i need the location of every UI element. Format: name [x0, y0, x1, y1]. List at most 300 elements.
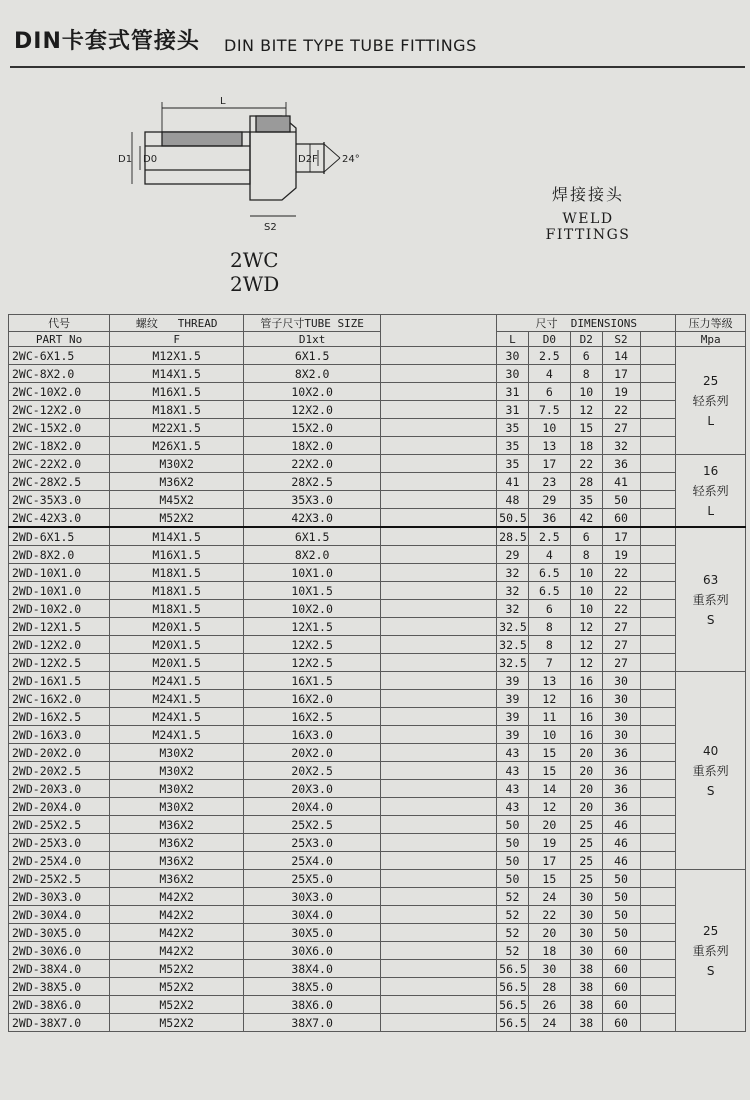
thread-size: M52X2 [110, 509, 244, 528]
dim-S2: 50 [602, 888, 640, 906]
empty-cell [381, 365, 497, 383]
part-number: 2WD-20X2.5 [9, 762, 110, 780]
dim-L: 32 [497, 600, 529, 618]
dim-D2: 30 [570, 942, 602, 960]
thread-size: M45X2 [110, 491, 244, 509]
dim-D2: 6 [570, 347, 602, 365]
empty-cell [381, 798, 497, 816]
dim-L: 52 [497, 924, 529, 942]
pressure-group [676, 527, 746, 672]
table-row [9, 564, 746, 582]
empty-cell [640, 672, 676, 690]
dim-L: 32 [497, 582, 529, 600]
dim-D2: 16 [570, 708, 602, 726]
pressure-series: 重系列 [692, 592, 729, 607]
empty-cell [381, 978, 497, 996]
dim-D0: 12 [528, 798, 570, 816]
empty-cell [640, 816, 676, 834]
weld-title-en: WELD FITTINGS [545, 211, 631, 243]
empty-cell [381, 383, 497, 401]
dim-S2: 27 [602, 419, 640, 437]
dim-D2: 10 [570, 383, 602, 401]
weld-title-cn: 焊接接头 [551, 185, 624, 204]
part-number: 2WD-12X2.0 [9, 636, 110, 654]
pressure-value: 25 [703, 373, 719, 388]
empty-cell [640, 762, 676, 780]
dim-S2: 30 [602, 672, 640, 690]
empty-cell [381, 401, 497, 419]
header-L: L [497, 332, 529, 347]
dim-D0: 12 [528, 690, 570, 708]
empty-cell [381, 473, 497, 491]
dim-S2: 32 [602, 437, 640, 455]
empty-cell [381, 852, 497, 870]
header-S2: S2 [602, 332, 640, 347]
dim-D0: 20 [528, 816, 570, 834]
table-row [9, 527, 746, 546]
dim-D2: 42 [570, 509, 602, 528]
dim-D2: 30 [570, 888, 602, 906]
part-number: 2WD-38X5.0 [9, 978, 110, 996]
table-row [9, 906, 746, 924]
thread-size: M16X1.5 [110, 383, 244, 401]
dim-S2: 17 [602, 365, 640, 383]
tube-size: 22X2.0 [244, 455, 381, 473]
table-row [9, 744, 746, 762]
dim-S2: 27 [602, 618, 640, 636]
empty-cell [381, 546, 497, 564]
header-D2: D2 [570, 332, 602, 347]
empty-cell [381, 419, 497, 437]
empty-cell [381, 924, 497, 942]
part-number: 2WD-30X4.0 [9, 906, 110, 924]
dim-L: 43 [497, 780, 529, 798]
part-number: 2WD-16X1.5 [9, 672, 110, 690]
dim-S2: 19 [602, 546, 640, 564]
empty-cell [381, 744, 497, 762]
label-F: F [312, 154, 318, 165]
table-row [9, 455, 746, 473]
dim-D0: 4 [528, 546, 570, 564]
dim-S2: 46 [602, 816, 640, 834]
empty-cell [640, 527, 676, 546]
empty-cell [640, 365, 676, 383]
dim-D0: 26 [528, 996, 570, 1014]
dim-L: 50 [497, 834, 529, 852]
empty-cell [381, 888, 497, 906]
dim-S2: 36 [602, 455, 640, 473]
dim-D0: 18 [528, 942, 570, 960]
tube-size: 30X3.0 [244, 888, 381, 906]
dim-D2: 16 [570, 726, 602, 744]
tube-size: 10X1.5 [244, 582, 381, 600]
dim-L: 56.5 [497, 978, 529, 996]
dim-L: 39 [497, 726, 529, 744]
table-row [9, 401, 746, 419]
table-row [9, 834, 746, 852]
pressure-series: 轻系列 [692, 483, 729, 498]
dim-D2: 8 [570, 365, 602, 383]
dim-D2: 12 [570, 618, 602, 636]
dim-D0: 23 [528, 473, 570, 491]
table-row [9, 383, 746, 401]
tube-size: 12X1.5 [244, 618, 381, 636]
tube-size: 16X2.0 [244, 690, 381, 708]
empty-cell [640, 401, 676, 419]
table-row [9, 960, 746, 978]
thread-size: M36X2 [110, 816, 244, 834]
empty-cell [381, 762, 497, 780]
empty-cell [640, 437, 676, 455]
header-pressure-unit: Mpa [676, 332, 746, 347]
dim-D0: 8 [528, 618, 570, 636]
table-row [9, 942, 746, 960]
empty-cell [640, 852, 676, 870]
thread-size: M24X1.5 [110, 708, 244, 726]
table-row [9, 491, 746, 509]
pressure-value: 63 [703, 572, 719, 587]
tube-size: 20X3.0 [244, 780, 381, 798]
header-D0: D0 [528, 332, 570, 347]
dim-D2: 25 [570, 870, 602, 888]
table-row [9, 437, 746, 455]
thread-size: M52X2 [110, 1014, 244, 1032]
part-number: 2WD-10X1.0 [9, 564, 110, 582]
thread-size: M52X2 [110, 978, 244, 996]
dim-D0: 13 [528, 672, 570, 690]
thread-size: M14X1.5 [110, 365, 244, 383]
tube-size: 18X2.0 [244, 437, 381, 455]
empty-cell [381, 672, 497, 690]
table-row [9, 978, 746, 996]
dim-L: 32.5 [497, 654, 529, 672]
dim-D0: 2.5 [528, 347, 570, 365]
thread-size: M24X1.5 [110, 672, 244, 690]
empty-cell [640, 942, 676, 960]
dim-D0: 10 [528, 419, 570, 437]
dim-D0: 17 [528, 852, 570, 870]
empty-cell [381, 960, 497, 978]
dim-D0: 15 [528, 744, 570, 762]
empty-cell [381, 708, 497, 726]
empty-cell [640, 618, 676, 636]
dim-L: 50 [497, 816, 529, 834]
thread-size: M12X1.5 [110, 347, 244, 365]
header-part-en: PART No [9, 332, 110, 347]
thread-size: M52X2 [110, 960, 244, 978]
empty-cell [640, 419, 676, 437]
table-row [9, 347, 746, 365]
part-number: 2WD-20X2.0 [9, 744, 110, 762]
dim-D2: 16 [570, 690, 602, 708]
table-row [9, 690, 746, 708]
empty-cell [381, 726, 497, 744]
thread-size: M18X1.5 [110, 401, 244, 419]
dim-L: 56.5 [497, 996, 529, 1014]
thread-size: M20X1.5 [110, 618, 244, 636]
dim-D2: 22 [570, 455, 602, 473]
dim-D0: 7 [528, 654, 570, 672]
table-row [9, 996, 746, 1014]
part-number: 2WD-16X2.5 [9, 708, 110, 726]
dim-L: 56.5 [497, 960, 529, 978]
pressure-series: 轻系列 [692, 393, 729, 408]
empty-cell [640, 600, 676, 618]
dim-D2: 12 [570, 401, 602, 419]
part-number: 2WD-38X4.0 [9, 960, 110, 978]
dim-D0: 24 [528, 1014, 570, 1032]
dim-D0: 29 [528, 491, 570, 509]
empty-cell [640, 906, 676, 924]
dim-D2: 35 [570, 491, 602, 509]
tube-size: 38X6.0 [244, 996, 381, 1014]
empty-cell [640, 491, 676, 509]
tube-size: 16X2.5 [244, 708, 381, 726]
table-row [9, 870, 746, 888]
tube-size: 25X4.0 [244, 852, 381, 870]
dim-D0: 20 [528, 924, 570, 942]
dim-S2: 60 [602, 509, 640, 528]
dim-S2: 60 [602, 942, 640, 960]
tube-size: 25X2.5 [244, 816, 381, 834]
part-number: 2WD-16X3.0 [9, 726, 110, 744]
tube-size: 38X5.0 [244, 978, 381, 996]
tube-size: 12X2.5 [244, 636, 381, 654]
empty-cell [381, 906, 497, 924]
tube-size: 12X2.0 [244, 401, 381, 419]
weld-title [518, 182, 658, 243]
thread-size: M20X1.5 [110, 636, 244, 654]
pressure-group [676, 672, 746, 870]
empty-cell [640, 708, 676, 726]
thread-size: M18X1.5 [110, 582, 244, 600]
empty-cell [381, 509, 497, 528]
part-number: 2WD-38X6.0 [9, 996, 110, 1014]
thread-size: M30X2 [110, 455, 244, 473]
pressure-code: L [707, 413, 715, 428]
part-number: 2WD-25X3.0 [9, 834, 110, 852]
tube-size: 16X3.0 [244, 726, 381, 744]
dim-D0: 17 [528, 455, 570, 473]
empty-cell [381, 455, 497, 473]
thread-size: M42X2 [110, 924, 244, 942]
pressure-group [676, 347, 746, 455]
table-row [9, 762, 746, 780]
thread-size: M26X1.5 [110, 437, 244, 455]
empty-cell [381, 347, 497, 365]
part-number: 2WC-42X3.0 [9, 509, 110, 528]
label-S2: S2 [264, 222, 277, 233]
table-row [9, 636, 746, 654]
pressure-code: L [707, 503, 715, 518]
dim-L: 32.5 [497, 636, 529, 654]
part-number: 2WD-20X4.0 [9, 798, 110, 816]
empty-cell [640, 870, 676, 888]
table-row [9, 618, 746, 636]
dim-L: 52 [497, 906, 529, 924]
table-row [9, 708, 746, 726]
dim-D0: 7.5 [528, 401, 570, 419]
thread-size: M18X1.5 [110, 564, 244, 582]
dim-L: 29 [497, 546, 529, 564]
dim-L: 50 [497, 870, 529, 888]
dim-L: 30 [497, 365, 529, 383]
tube-size: 20X4.0 [244, 798, 381, 816]
pressure-series: 重系列 [692, 943, 729, 958]
dim-L: 52 [497, 942, 529, 960]
thread-size: M36X2 [110, 834, 244, 852]
dim-L: 35 [497, 455, 529, 473]
dim-D2: 8 [570, 546, 602, 564]
part-number: 2WD-6X1.5 [9, 527, 110, 546]
thread-size: M30X2 [110, 762, 244, 780]
table-row [9, 365, 746, 383]
empty-cell [640, 690, 676, 708]
empty-cell [640, 960, 676, 978]
empty-cell [640, 582, 676, 600]
thread-size: M36X2 [110, 473, 244, 491]
header-thread-sub: F [110, 332, 244, 347]
dim-S2: 22 [602, 564, 640, 582]
dim-L: 32.5 [497, 618, 529, 636]
tube-size: 8X2.0 [244, 365, 381, 383]
pressure-value: 25 [703, 923, 719, 938]
dim-D2: 6 [570, 527, 602, 546]
dim-D0: 22 [528, 906, 570, 924]
tube-size: 16X1.5 [244, 672, 381, 690]
thread-size: M52X2 [110, 996, 244, 1014]
dim-S2: 60 [602, 996, 640, 1014]
table-row [9, 726, 746, 744]
part-number: 2WD-25X2.5 [9, 816, 110, 834]
pressure-code: S [706, 963, 715, 978]
label-L: L [220, 96, 226, 107]
tube-size: 20X2.0 [244, 744, 381, 762]
dim-D0: 2.5 [528, 527, 570, 546]
dim-S2: 50 [602, 870, 640, 888]
empty-cell [640, 636, 676, 654]
dim-D0: 6 [528, 383, 570, 401]
dim-D0: 10 [528, 726, 570, 744]
dim-L: 35 [497, 419, 529, 437]
dim-D2: 12 [570, 636, 602, 654]
part-number: 2WD-12X1.5 [9, 618, 110, 636]
dim-D2: 38 [570, 996, 602, 1014]
thread-size: M42X2 [110, 942, 244, 960]
part-number: 2WD-20X3.0 [9, 780, 110, 798]
dim-L: 48 [497, 491, 529, 509]
pressure-code: S [706, 612, 715, 627]
empty-cell [640, 726, 676, 744]
dim-L: 32 [497, 564, 529, 582]
empty-cell [381, 870, 497, 888]
table-row [9, 546, 746, 564]
dim-S2: 22 [602, 600, 640, 618]
thread-size: M30X2 [110, 798, 244, 816]
thread-size: M20X1.5 [110, 654, 244, 672]
empty-cell [381, 491, 497, 509]
dim-D0: 30 [528, 960, 570, 978]
dim-D2: 25 [570, 816, 602, 834]
empty-cell [640, 834, 676, 852]
empty-cell [381, 996, 497, 1014]
tube-size: 10X2.0 [244, 600, 381, 618]
dim-D0: 6 [528, 600, 570, 618]
spec-table-body [9, 347, 746, 1032]
dim-D2: 20 [570, 762, 602, 780]
dim-D2: 10 [570, 600, 602, 618]
model-names [230, 248, 279, 296]
thread-size: M24X1.5 [110, 690, 244, 708]
dim-D0: 36 [528, 509, 570, 528]
empty-cell [640, 347, 676, 365]
part-number: 2WC-22X2.0 [9, 455, 110, 473]
part-number: 2WC-6X1.5 [9, 347, 110, 365]
tube-size: 10X2.0 [244, 383, 381, 401]
dim-S2: 36 [602, 744, 640, 762]
dim-D2: 30 [570, 924, 602, 942]
tube-size: 30X4.0 [244, 906, 381, 924]
tube-size: 28X2.5 [244, 473, 381, 491]
dim-D0: 14 [528, 780, 570, 798]
part-number: 2WC-8X2.0 [9, 365, 110, 383]
table-row [9, 473, 746, 491]
pressure-value: 16 [703, 463, 719, 478]
part-number: 2WD-25X2.5 [9, 870, 110, 888]
thread-size: M16X1.5 [110, 546, 244, 564]
empty-cell [381, 654, 497, 672]
pressure-group [676, 870, 746, 1032]
empty-cell [640, 798, 676, 816]
dim-L: 43 [497, 744, 529, 762]
dim-L: 52 [497, 888, 529, 906]
part-number: 2WD-12X2.5 [9, 654, 110, 672]
thread-size: M14X1.5 [110, 527, 244, 546]
dim-D0: 15 [528, 762, 570, 780]
dim-S2: 50 [602, 491, 640, 509]
dim-L: 43 [497, 798, 529, 816]
empty-cell [381, 834, 497, 852]
header-part: 代号 [9, 315, 110, 332]
dim-S2: 60 [602, 1014, 640, 1032]
empty-cell [381, 636, 497, 654]
dim-L: 50.5 [497, 509, 529, 528]
empty-cell [381, 564, 497, 582]
tube-size: 12X2.5 [244, 654, 381, 672]
dim-D2: 10 [570, 564, 602, 582]
dim-L: 35 [497, 437, 529, 455]
empty-cell [381, 600, 497, 618]
table-row [9, 509, 746, 528]
tube-size: 6X1.5 [244, 527, 381, 546]
dim-D2: 15 [570, 419, 602, 437]
thread-size: M24X1.5 [110, 726, 244, 744]
header-tube-sub: D1xt [244, 332, 381, 347]
empty-cell [640, 473, 676, 491]
dim-S2: 19 [602, 383, 640, 401]
dim-L: 50 [497, 852, 529, 870]
part-number: 2WD-10X2.0 [9, 600, 110, 618]
table-row [9, 672, 746, 690]
part-number: 2WD-30X5.0 [9, 924, 110, 942]
empty-cell [640, 564, 676, 582]
dim-S2: 36 [602, 762, 640, 780]
dim-S2: 41 [602, 473, 640, 491]
table-row [9, 852, 746, 870]
part-number: 2WD-30X6.0 [9, 942, 110, 960]
empty-cell [381, 816, 497, 834]
dim-S2: 36 [602, 780, 640, 798]
